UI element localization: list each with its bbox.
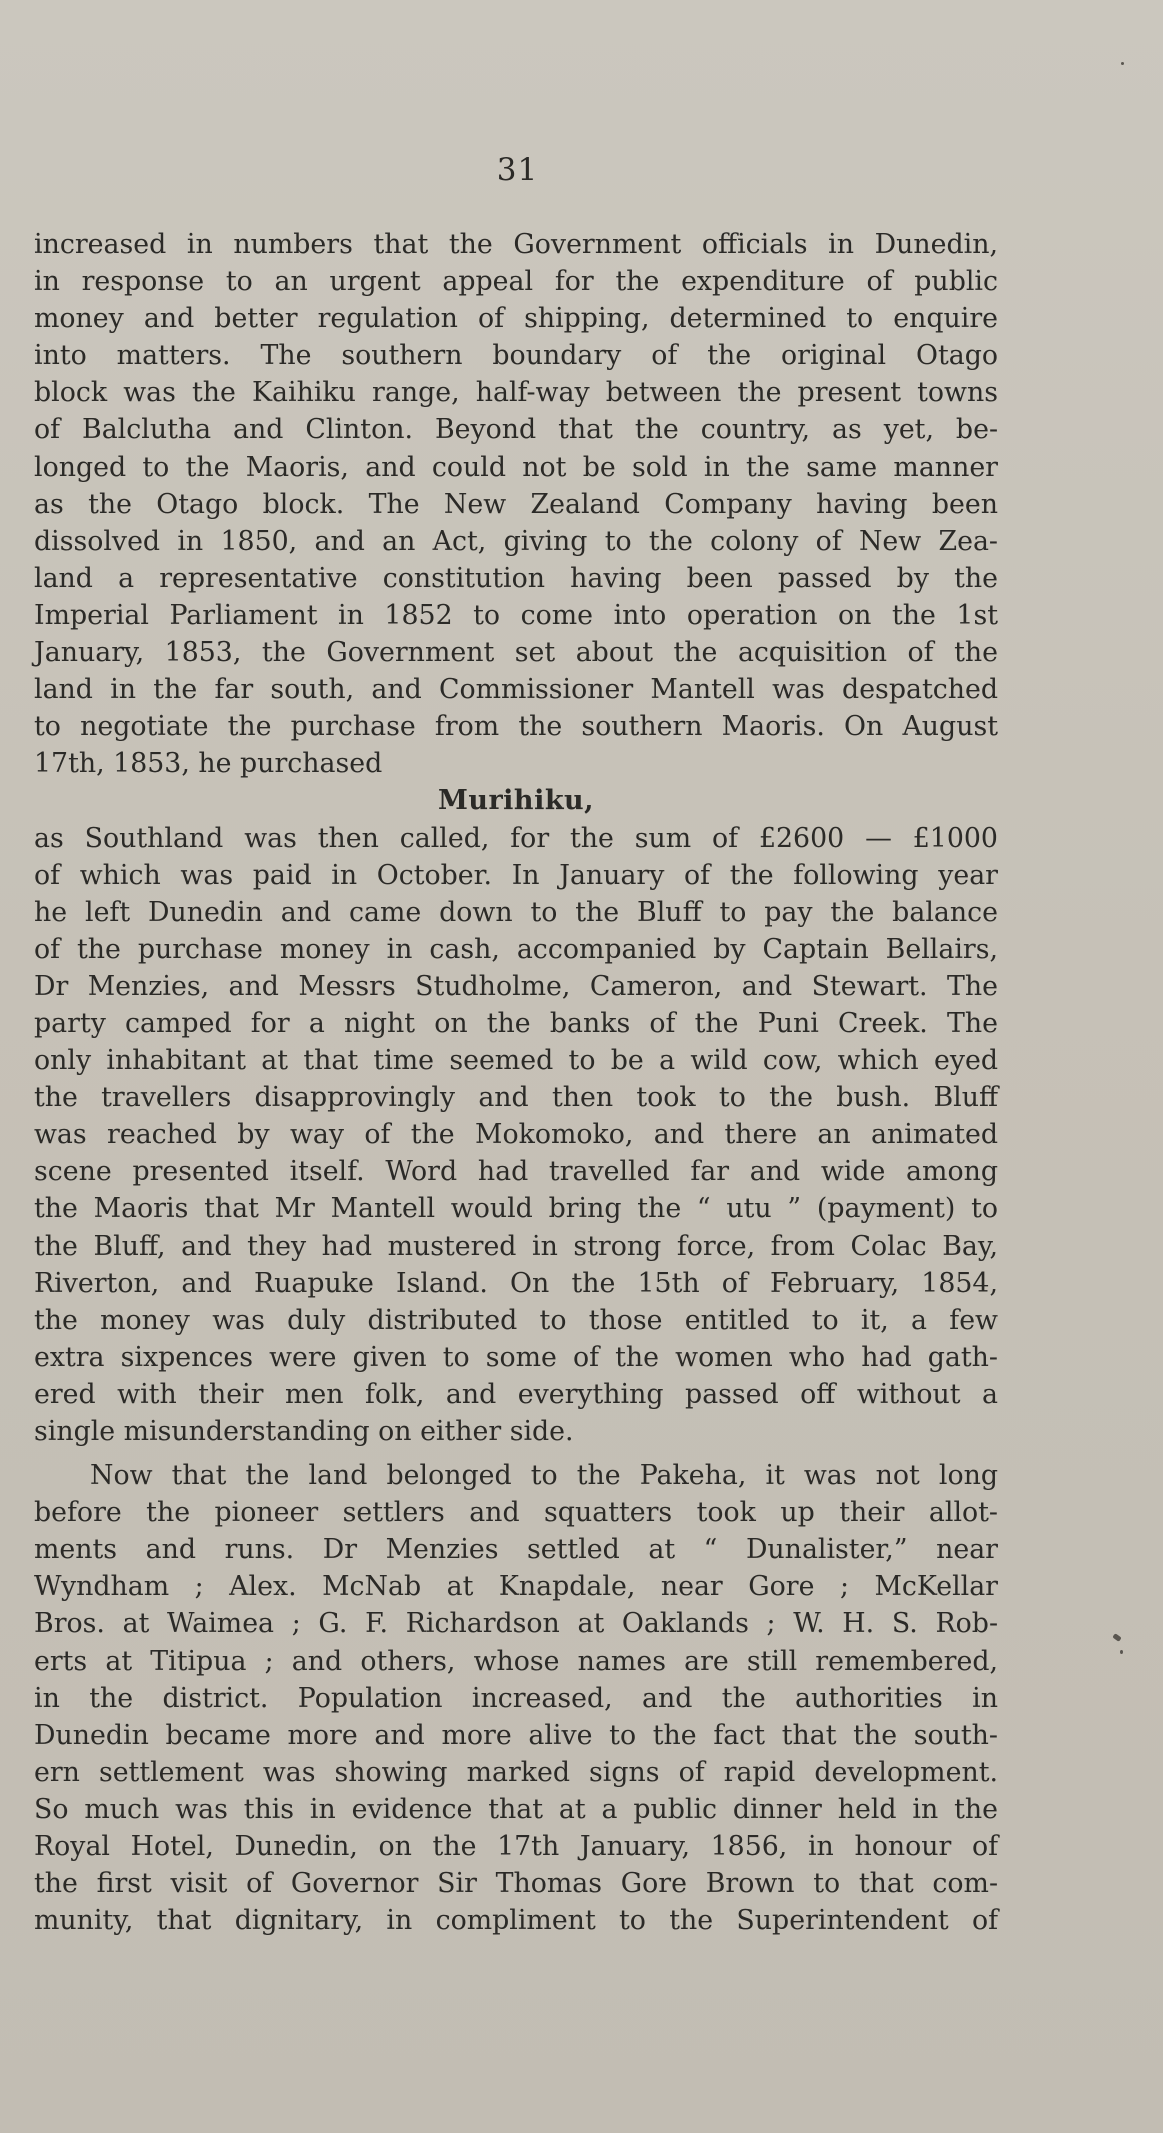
page-number: 31 (496, 152, 539, 188)
text-line: the Maoris that Mr Mantell would bring the “ utu ” (payment) to (34, 1193, 998, 1225)
text-line: the Bluff, and they had mustered in strong force, from Colac Bay, (34, 1230, 998, 1262)
text-line: he left Dunedin and came down to the Bluff to pay the balance (34, 896, 998, 928)
paragraph-gap (34, 1450, 998, 1457)
text-line: land a representative constitution having been passed by the (34, 562, 998, 594)
section-heading: Murihiku, (437, 785, 595, 817)
paragraph-1 (34, 226, 998, 782)
text-line: in response to an urgent appeal for the expenditure of public (34, 266, 998, 298)
text-line: Dunedin became more and more alive to the fact that the south- (34, 1719, 998, 1751)
text-line: of which was paid in October. In January of the following year (34, 859, 998, 891)
text-line: of the purchase money in cash, accompanied by Captain Bellairs, (34, 933, 998, 965)
paragraph-2 (34, 820, 998, 1451)
text-line: Now that the land belonged to the Pakeha, it was not long (90, 1460, 998, 1492)
text-line: So much was this in evidence that at a public dinner held in the (34, 1793, 998, 1825)
text-line: Bros. at Waimea ; G. F. Richardson at Oaklands ; W. H. S. Rob- (34, 1608, 998, 1640)
text-line: Riverton, and Ruapuke Island. On the 15th of February, 1854, (34, 1267, 998, 1299)
paragraph-3 (34, 1457, 998, 1939)
text-line: block was the Kaihiku range, half-way between the present towns (34, 377, 998, 409)
text-line: Imperial Parliament in 1852 to come into operation on the 1st (34, 599, 998, 631)
text-line: as Southland was then called, for the sum of £2600 — £1000 (34, 822, 998, 854)
text-line: 17th, 1853, he purchased (34, 748, 383, 780)
text-line: only inhabitant at that time seemed to be a wild cow, which eyed (34, 1045, 998, 1077)
text-line: was reached by way of the Mokomoko, and there an animated (34, 1119, 998, 1151)
text-line: scene presented itself. Word had travelled far and wide among (34, 1156, 998, 1188)
text-line: Royal Hotel, Dunedin, on the 17th January, 1856, in honour of (34, 1831, 998, 1863)
paper-speck (1121, 62, 1124, 65)
text-line: the travellers disapprovingly and then took to the bush. Bluff (34, 1082, 998, 1114)
text-line: longed to the Maoris, and could not be sold in the same manner (34, 451, 998, 483)
paper-speck (1120, 1650, 1123, 1654)
text-line: party camped for a night on the banks of the Puni Creek. The (34, 1007, 998, 1039)
text-line: into matters. The southern boundary of the original Otago (34, 340, 998, 372)
text-line: increased in numbers that the Government officials in Dunedin, (34, 229, 998, 260)
text-line: extra sixpences were given to some of the women who had gath- (34, 1341, 998, 1373)
text-line: before the pioneer settlers and squatters took up their allot- (34, 1497, 998, 1529)
text-line: money and better regulation of shipping, determined to enquire (34, 303, 998, 335)
text-line: in the district. Population increased, and the authorities in (34, 1682, 998, 1714)
text-line: of Balclutha and Clinton. Beyond that the country, as yet, be- (34, 414, 998, 446)
text-line: erts at Titipua ; and others, whose names are still remembered, (34, 1645, 998, 1677)
text-line: land in the far south, and Commissioner Mantell was despatched (34, 674, 998, 706)
text-line: Wyndham ; Alex. McNab at Knapdale, near Gore ; McKellar (34, 1571, 998, 1603)
text-line: ments and runs. Dr Menzies settled at “ Dunalister,” near (34, 1534, 998, 1566)
text-line: ern settlement was showing marked signs of rapid development. (34, 1756, 998, 1788)
text-line: the money was duly distributed to those entitled to it, a few (34, 1304, 998, 1336)
text-line: January, 1853, the Government set about the acquisition of the (34, 637, 998, 669)
body-text (34, 226, 998, 1939)
text-line: the first visit of Governor Sir Thomas Gore Brown to that com- (34, 1868, 998, 1900)
text-line: Dr Menzies, and Messrs Studholme, Cameron, and Stewart. The (34, 970, 998, 1002)
text-line: munity, that dignitary, in compliment to the Superintendent of (34, 1905, 998, 1937)
paper-speck (1112, 1633, 1121, 1642)
text-line: to negotiate the purchase from the southern Maoris. On August (34, 711, 998, 743)
text-line: dissolved in 1850, and an Act, giving to the colony of New Zea- (34, 525, 998, 557)
text-line: single misunderstanding on either side. (34, 1416, 574, 1447)
text-line: as the Otago block. The New Zealand Company having been (34, 488, 998, 520)
text-line: ered with their men folk, and everything passed off without a (34, 1378, 998, 1410)
